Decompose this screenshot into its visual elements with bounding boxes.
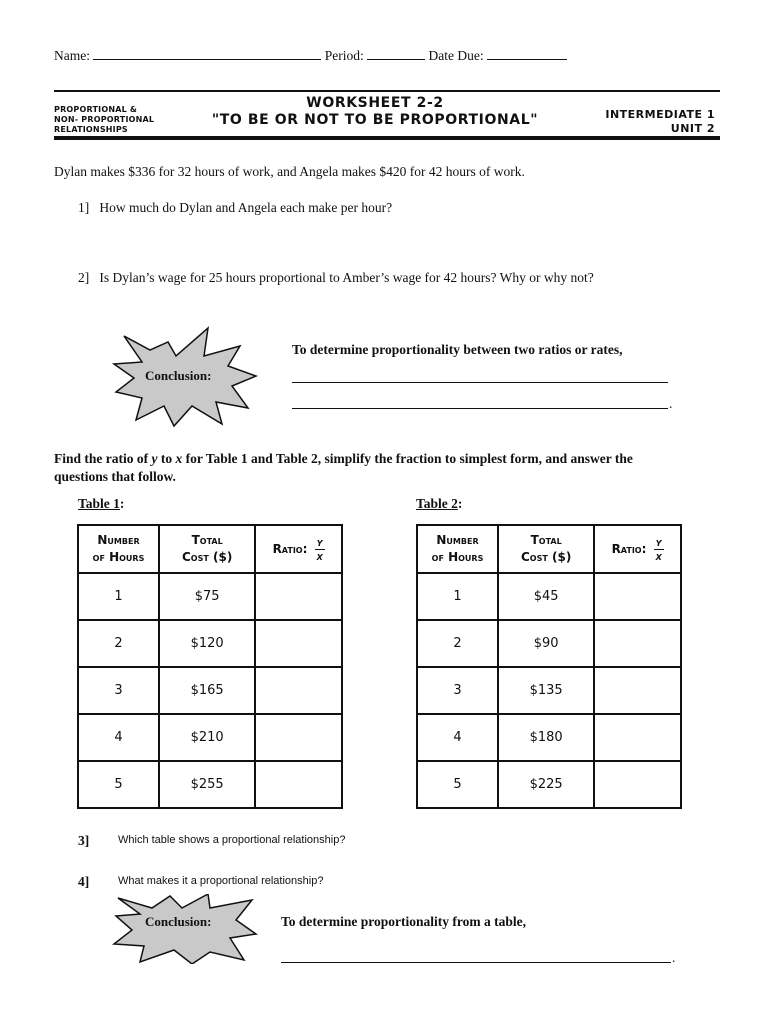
header-text: Ratio: <box>611 541 647 556</box>
header-text: Number <box>436 533 479 547</box>
question-text: Is Dylan’s wage for 25 hours proportional to Amber’s wage for 42 hours? Why or why not? <box>99 270 594 285</box>
table-1-title: Table 1 <box>78 496 120 511</box>
header-hours <box>78 525 159 573</box>
conclusion-answer-line-3[interactable] <box>281 962 671 963</box>
date-due-label: Date Due: <box>428 48 484 63</box>
period-label: Period: <box>324 48 364 63</box>
table-2-colon: : <box>457 496 463 511</box>
conclusion-prompt-1: To determine proportionality between two ratios or rates, <box>292 342 623 357</box>
cost-cell: $90 <box>498 620 594 667</box>
table-row <box>78 620 342 667</box>
header-ratio <box>594 525 681 573</box>
header-text: Total <box>191 533 223 547</box>
ratio-cell[interactable] <box>255 573 342 620</box>
cost-cell: $255 <box>159 761 255 808</box>
cost-cell: $180 <box>498 714 594 761</box>
hours-cell: 1 <box>417 573 498 620</box>
cost-cell: $120 <box>159 620 255 667</box>
question-text: How much do Dylan and Angela each make per hour? <box>99 200 393 215</box>
instructions-part: questions that follow. <box>54 469 176 484</box>
hours-cell: 2 <box>417 620 498 667</box>
table-row <box>417 573 681 620</box>
hours-cell: 4 <box>417 714 498 761</box>
header-cost <box>159 525 255 573</box>
question-4 <box>78 873 324 891</box>
fraction-numerator: y <box>654 536 664 550</box>
ratio-fraction <box>315 536 325 563</box>
question-1 <box>78 200 392 216</box>
hours-cell: 3 <box>78 667 159 714</box>
header-ratio <box>255 525 342 573</box>
conclusion-answer-line-1[interactable] <box>292 382 668 383</box>
hours-cell: 4 <box>78 714 159 761</box>
table-row <box>417 761 681 808</box>
question-2 <box>78 270 594 286</box>
fraction-denominator: x <box>316 548 323 563</box>
instructions-part: Find the ratio of <box>54 451 152 466</box>
var-y: y <box>151 451 158 466</box>
cost-cell: $225 <box>498 761 594 808</box>
instructions-part: to <box>157 451 176 466</box>
table-1-label <box>78 496 124 512</box>
cost-cell: $210 <box>159 714 255 761</box>
conclusion-period-1: . <box>669 396 673 411</box>
table-1-colon: : <box>119 496 125 511</box>
worksheet-subtitle: "TO BE OR NOT TO BE PROPORTIONAL" <box>211 112 539 128</box>
question-text: What makes it a proportional relationship? <box>118 875 324 887</box>
cost-cell: $135 <box>498 667 594 714</box>
question-3 <box>78 832 346 850</box>
table-row <box>417 714 681 761</box>
header-hours <box>417 525 498 573</box>
fraction-numerator: y <box>315 536 325 550</box>
fraction-denominator: x <box>655 548 662 563</box>
student-info-line <box>54 48 654 64</box>
cost-cell: $45 <box>498 573 594 620</box>
table-row <box>78 573 342 620</box>
intro-text: Dylan makes $336 for 32 hours of work, and Angela makes $420 for 42 hours of work. <box>54 164 525 179</box>
ratio-cell[interactable] <box>594 714 681 761</box>
band-bottom-rule <box>54 136 720 140</box>
instructions-part: for Table 1 and Table 2, simplify the fraction to simplest form, and answer the <box>182 451 633 466</box>
hours-cell: 5 <box>78 761 159 808</box>
worksheet-title <box>200 95 550 129</box>
conclusion-period-2: . <box>672 950 676 965</box>
table-row <box>78 714 342 761</box>
date-due-blank[interactable] <box>487 48 567 60</box>
cost-cell: $165 <box>159 667 255 714</box>
conclusion-prompt-2: To determine proportionality from a table, <box>281 914 526 929</box>
course-name: INTERMEDIATE 1 <box>605 108 715 121</box>
table-2-label <box>416 496 462 512</box>
table-1 <box>77 524 343 809</box>
name-label: Name: <box>54 48 90 63</box>
ratio-cell[interactable] <box>594 667 681 714</box>
table-2 <box>416 524 682 809</box>
conclusion-badge-2: Conclusion: <box>145 914 212 929</box>
ratio-cell[interactable] <box>594 573 681 620</box>
hours-cell: 5 <box>417 761 498 808</box>
table-row <box>78 667 342 714</box>
conclusion-answer-line-2[interactable] <box>292 408 668 409</box>
name-blank[interactable] <box>93 48 321 60</box>
header-text: of Hours <box>431 550 484 564</box>
table-row <box>78 761 342 808</box>
header-text: Cost ($) <box>521 550 572 564</box>
topic-line: NON- PROPORTIONAL <box>54 115 155 124</box>
hours-cell: 1 <box>78 573 159 620</box>
question-number: 4] <box>78 874 90 889</box>
topic-line: RELATIONSHIPS <box>54 125 128 134</box>
table-2-title: Table 2 <box>416 496 458 511</box>
header-text: Number <box>97 533 140 547</box>
table-row <box>417 667 681 714</box>
cost-cell: $75 <box>159 573 255 620</box>
period-blank[interactable] <box>367 48 425 60</box>
conclusion-badge-1: Conclusion: <box>145 368 212 383</box>
header-text: Ratio: <box>272 541 308 556</box>
ratio-cell[interactable] <box>594 761 681 808</box>
question-text: Which table shows a proportional relationship? <box>118 834 346 846</box>
ratio-fraction <box>654 536 664 563</box>
topic-line: PROPORTIONAL & <box>54 105 138 114</box>
ratio-cell[interactable] <box>255 761 342 808</box>
ratio-cell[interactable] <box>594 620 681 667</box>
worksheet-number: WORKSHEET 2-2 <box>306 95 444 111</box>
table-header-row <box>78 525 342 573</box>
hours-cell: 3 <box>417 667 498 714</box>
topic-label <box>54 105 154 135</box>
table-header-row <box>417 525 681 573</box>
header-cost <box>498 525 594 573</box>
table-row <box>417 620 681 667</box>
header-text: of Hours <box>92 550 145 564</box>
band-top-rule <box>54 90 720 92</box>
question-number: 1] <box>78 200 90 215</box>
var-x: x <box>175 451 183 466</box>
question-number: 2] <box>78 270 90 285</box>
ratio-cell[interactable] <box>255 620 342 667</box>
ratio-cell[interactable] <box>255 667 342 714</box>
course-unit <box>560 108 715 136</box>
ratio-cell[interactable] <box>255 714 342 761</box>
question-number: 3] <box>78 833 90 848</box>
unit-name: UNIT 2 <box>670 122 715 135</box>
table-instructions <box>54 450 724 486</box>
header-text: Total <box>530 533 562 547</box>
header-text: Cost ($) <box>182 550 233 564</box>
hours-cell: 2 <box>78 620 159 667</box>
